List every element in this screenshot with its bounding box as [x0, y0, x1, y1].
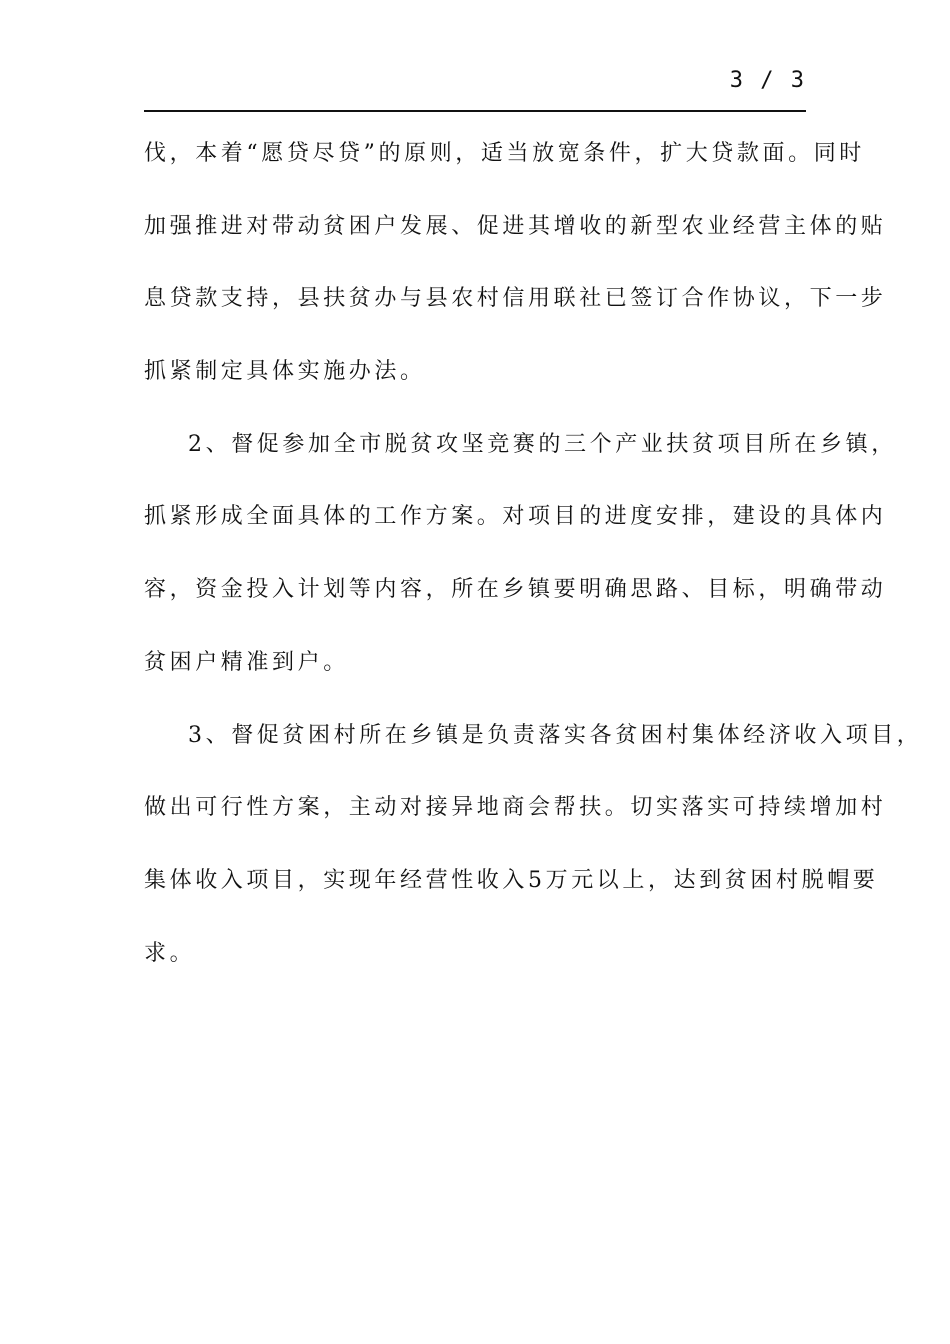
- text-line: 伐，本着“愿贷尽贷”的原则，适当放宽条件，扩大贷款面。同时: [144, 141, 865, 166]
- text-line: 容，资金投入计划等内容，所在乡镇要明确思路、目标，明确带动: [144, 577, 887, 603]
- body-text: [144, 128, 923, 1000]
- paragraph-3-first-line: 3、督促贫困村所在乡镇是负责落实各贫困村集体经济收入项目，: [188, 722, 923, 748]
- page-number: 3 / 3: [729, 68, 806, 93]
- text-line: 贫困户精准到户。: [144, 649, 349, 675]
- text-line: 息贷款支持，县扶贫办与县农村信用联社已签订合作协议，下一步: [144, 286, 887, 312]
- text-line: 求。: [144, 940, 196, 966]
- header-rule: [144, 110, 806, 112]
- text-line: 做出可行性方案，主动对接异地商会帮扶。切实落实可持续增加村: [144, 795, 887, 821]
- text-line: 加强推进对带动贫困户发展、促进其增收的新型农业经营主体的贴: [144, 213, 887, 239]
- text-line: 抓紧制定具体实施办法。: [144, 359, 426, 385]
- text-line: 抓紧形成全面具体的工作方案。对项目的进度安排，建设的具体内: [144, 504, 887, 530]
- text-line: 集体收入项目，实现年经营性收入5万元以上，达到贫困村脱帽要: [144, 867, 879, 893]
- paragraph-2-first-line: 2、督促参加全市脱贫攻坚竞赛的三个产业扶贫项目所在乡镇，: [188, 431, 897, 457]
